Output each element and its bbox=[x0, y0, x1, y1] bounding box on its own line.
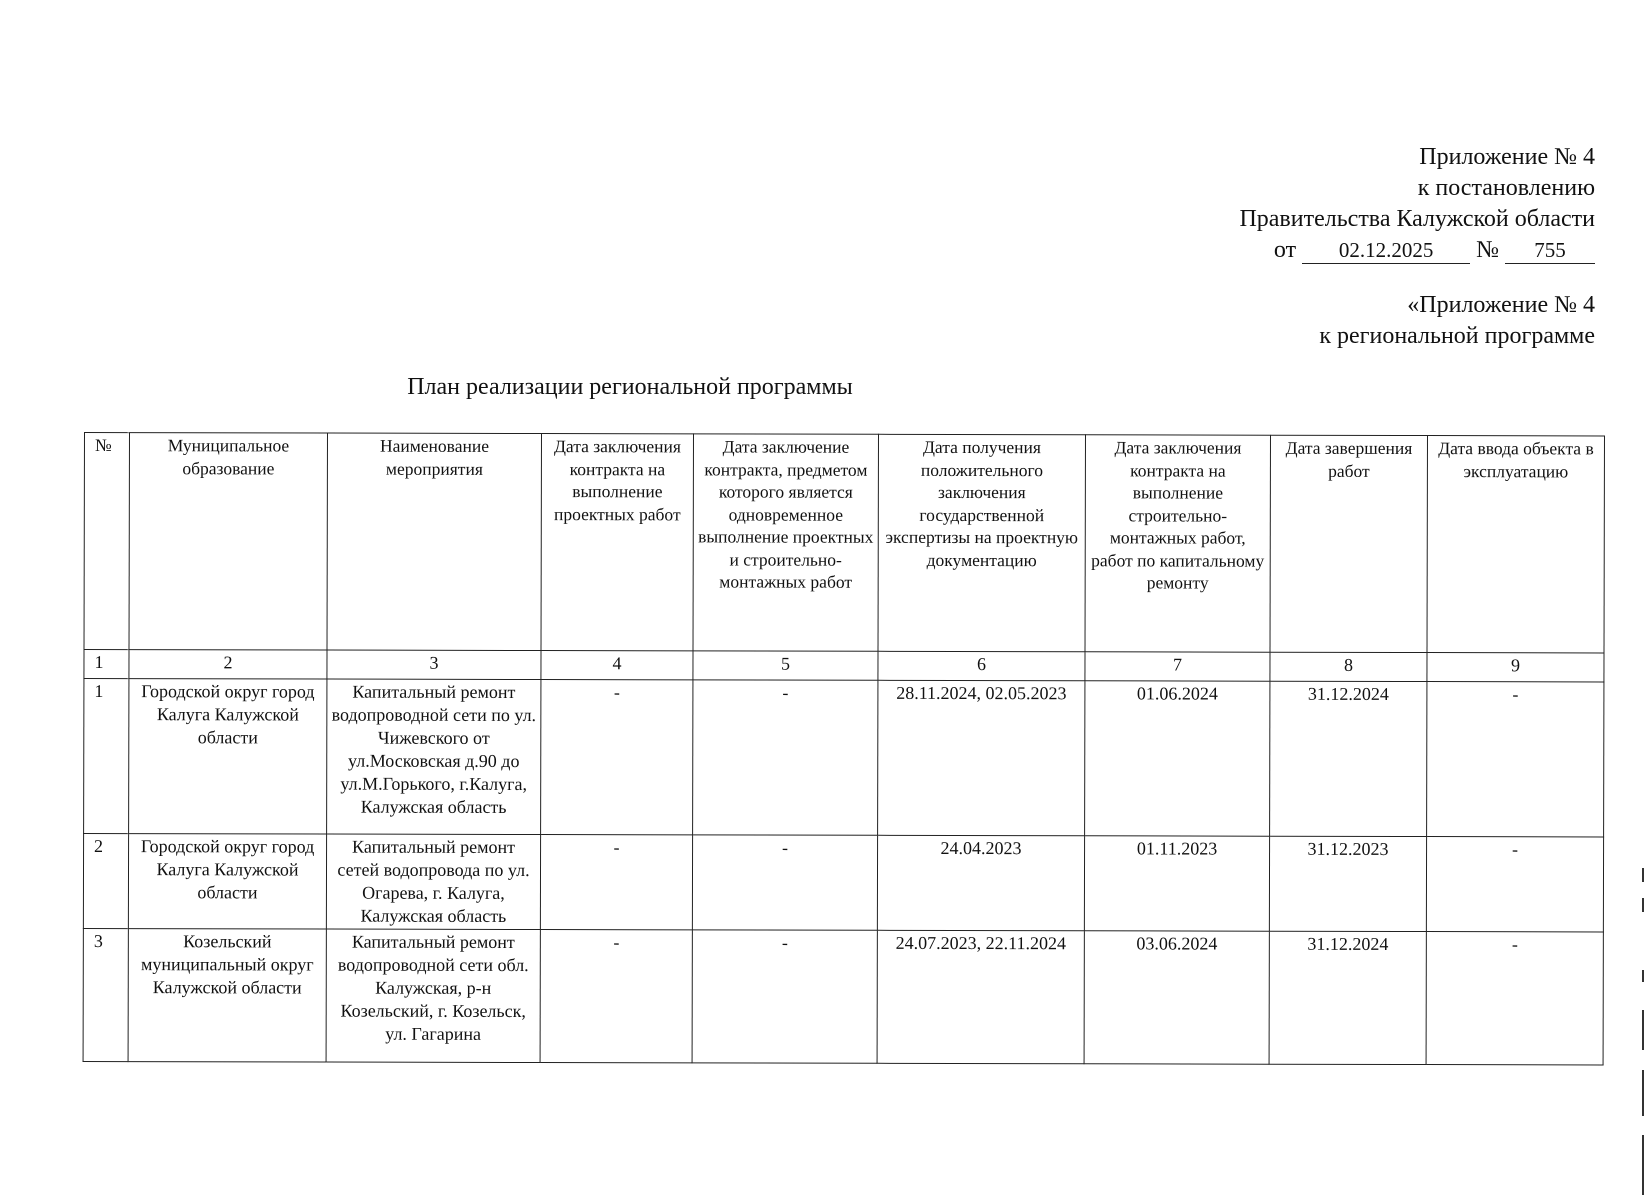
municipality-cell: Козельский муниципальный округ Калужской области bbox=[128, 929, 326, 1062]
event-cell: Капитальный ремонт водопроводной сети по ул. Чижевского от ул.Московская д.90 до ул.М.Горького, г.Калуга, Калужская область bbox=[327, 679, 541, 834]
table-row bbox=[83, 834, 1603, 932]
construction-contract-date-cell: 01.06.2024 bbox=[1085, 681, 1270, 836]
expertise-date-cell: 24.07.2023, 22.11.2024 bbox=[877, 930, 1084, 1063]
municipality-cell: Городской округ город Калуга Калужской области bbox=[128, 834, 326, 929]
completion-date-cell: 31.12.2024 bbox=[1270, 681, 1427, 836]
scan-edge-marks bbox=[1642, 860, 1644, 1200]
commissioning-date-cell: - bbox=[1427, 682, 1604, 837]
table-header-row bbox=[84, 433, 1604, 653]
appendix-line: к постановлению bbox=[1417, 175, 1595, 201]
column-header: № bbox=[84, 433, 129, 650]
design-contract-date-cell: - bbox=[541, 680, 693, 835]
column-header: Дата заключения контракта на выполнение строительно-монтажных работ, работ по капитальному ремонту bbox=[1085, 435, 1270, 652]
commissioning-date-cell: - bbox=[1426, 837, 1603, 932]
design-contract-date-cell: - bbox=[540, 930, 692, 1063]
expertise-date-cell: 24.04.2023 bbox=[877, 835, 1084, 930]
column-header: Дата заключение контракта, предметом которого является одновременное выполнение проектных и строительно-монтажных работ bbox=[693, 434, 878, 651]
program-appendix-header bbox=[1319, 290, 1595, 352]
column-header: Дата заключения контракта на выполнение проектных работ bbox=[541, 434, 693, 651]
combined-contract-date-cell: - bbox=[692, 930, 877, 1063]
number-sign: № bbox=[1476, 237, 1499, 263]
plan-table bbox=[83, 432, 1605, 1065]
combined-contract-date-cell: - bbox=[693, 680, 878, 835]
row-number: 2 bbox=[83, 834, 128, 929]
column-number: 8 bbox=[1270, 652, 1427, 681]
combined-contract-date-cell: - bbox=[692, 835, 877, 930]
column-header: Наименование мероприятия bbox=[327, 433, 541, 650]
table-row bbox=[83, 928, 1603, 1064]
completion-date-cell: 31.12.2023 bbox=[1269, 836, 1426, 931]
column-number: 2 bbox=[129, 650, 327, 679]
date-prefix: от bbox=[1273, 237, 1297, 263]
column-number: 3 bbox=[327, 650, 541, 679]
document-title: План реализации региональной программы bbox=[407, 374, 853, 400]
expertise-date-cell: 28.11.2024, 02.05.2023 bbox=[878, 680, 1085, 835]
column-header: Дата завершения работ bbox=[1270, 435, 1427, 652]
appendix-line: к региональной программе bbox=[1319, 323, 1595, 349]
column-number: 7 bbox=[1085, 652, 1270, 681]
column-number: 5 bbox=[693, 651, 878, 680]
column-header: Дата получения положительного заключения государственной экспертизы на проектную документацию bbox=[878, 434, 1085, 651]
municipality-cell: Городской округ город Калуга Калужской области bbox=[129, 679, 327, 834]
appendix-line: «Приложение № 4 bbox=[1407, 292, 1595, 318]
row-number: 1 bbox=[84, 679, 129, 834]
decree-number: 755 bbox=[1505, 237, 1595, 264]
table-row bbox=[84, 679, 1604, 837]
column-number-row bbox=[84, 650, 1604, 682]
decree-date-line bbox=[1239, 235, 1595, 266]
construction-contract-date-cell: 01.11.2023 bbox=[1084, 836, 1269, 931]
column-number: 1 bbox=[84, 650, 129, 679]
column-header: Дата ввода объекта в эксплуатацию bbox=[1427, 436, 1604, 653]
column-number: 6 bbox=[878, 651, 1085, 680]
column-number: 9 bbox=[1427, 653, 1604, 682]
column-number: 4 bbox=[541, 651, 693, 680]
completion-date-cell: 31.12.2024 bbox=[1269, 931, 1426, 1064]
row-number: 3 bbox=[83, 928, 128, 1061]
design-contract-date-cell: - bbox=[540, 835, 692, 930]
event-cell: Капитальный ремонт сетей водопровода по ул. Огарева, г. Калуга, Калужская область bbox=[326, 834, 540, 929]
appendix-line: Правительства Калужской области bbox=[1239, 206, 1595, 232]
event-cell: Капитальный ремонт водопроводной сети обл. Калужская, р-н Козельский, г. Козельск, ул. Гагарина bbox=[326, 929, 540, 1062]
decree-date: 02.12.2025 bbox=[1302, 237, 1470, 264]
appendix-line: Приложение № 4 bbox=[1419, 144, 1595, 170]
column-header: Муниципальное образование bbox=[129, 433, 327, 650]
appendix-header bbox=[1239, 142, 1595, 266]
construction-contract-date-cell: 03.06.2024 bbox=[1084, 931, 1269, 1064]
commissioning-date-cell: - bbox=[1426, 932, 1603, 1065]
